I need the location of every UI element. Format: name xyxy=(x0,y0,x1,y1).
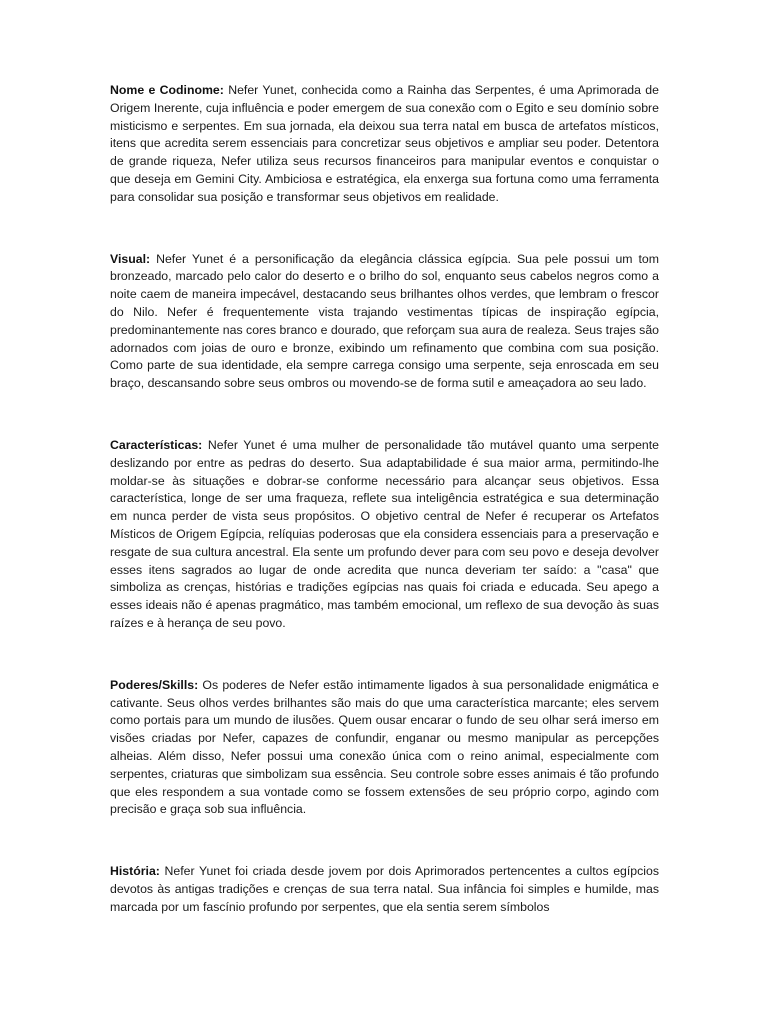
section-text: Nefer Yunet é uma mulher de personalidade tão mutável quanto uma serpente deslizando por entre as pedras do deserto. Sua adaptabilidade é sua maior arma, permitindo-lhe moldar-se às situações e dobrar-se conforme necessário para alcançar seus objetivos. Essa característica, longe de ser uma fraqueza, reflete sua inteligência estratégica e sua determinação em nunca perder de vista seus propósitos. O objetivo central de Nefer é recuperar os Artefatos Místicos de Origem Egípcia, relíquias poderosas que ela considera essenciais para a preservação e resgate de sua cultura ancestral. Ela sente um profundo dever para com seu povo e deseja devolver esses itens sagrados ao lugar de onde acredita que nunca deveriam ter saído: a "casa" que simboliza as crenças, histórias e tradições egípcias nas quais foi criada e educada. Seu apego a esses ideais não é apenas pragmático, mas também emocional, um reflexo de sua devoção às suas raízes e à herança de seu povo. xyxy=(110,437,659,630)
paragraph xyxy=(110,251,659,393)
section-text: Os poderes de Nefer estão intimamente ligados à sua personalidade enigmática e cativante. Seus olhos verdes brilhantes são mais do que uma característica marcante; eles servem como portais para um mundo de ilusões. Quem ousar encarar o fundo de seu olhar será imerso em visões criadas por Nefer, capazes de confundir, enganar ou mesmo manipular as percepções alheias. Além disso, Nefer possui uma conexão única com o reino animal, especialmente com serpentes, criaturas que simbolizam sua essência. Seu controle sobre esses animais é tão profundo que eles respondem a sua vontade como se fossem extensões de seu próprio corpo, agindo com precisão e graça sob sua influência. xyxy=(110,677,659,817)
paragraph xyxy=(110,437,659,633)
section-label: Visual: xyxy=(110,251,151,266)
section-label: História: xyxy=(110,864,160,879)
section-text: Nefer Yunet é a personificação da elegância clássica egípcia. Sua pele possui um tom bronzeado, marcado pelo calor do deserto e o brilho do sol, enquanto seus cabelos negros como a noite caem de maneira impecável, destacando seus brilhantes olhos verdes, que lembram o frescor do Nilo. Nefer é frequentemente vista trajando vestimentas típicas de inspiração egípcia, predominantemente nas cores branco e dourado, que reforçam sua aura de realeza. Seus trajes são adornados com joias de ouro e bronze, exibindo um refinamento que combina com sua posição. Como parte de sua identidade, ela sempre carrega consigo uma serpente, seja enroscada em seu braço, descansando sobre seus ombros ou movendo-se de forma sutil e ameaçadora ao seu lado. xyxy=(110,251,659,391)
paragraph xyxy=(110,863,659,916)
section-label: Poderes/Skills: xyxy=(110,677,199,692)
section-visual xyxy=(110,251,659,393)
section-nome-codinome xyxy=(110,82,659,207)
section-label: Nome e Codinome: xyxy=(110,83,224,97)
section-text: Nefer Yunet foi criada desde jovem por dois Aprimorados pertencentes a cultos egípcios devotos às antigas tradições e crenças de sua terra natal. Sua infância foi simples e humilde, mas marcada por um fascínio profundo por serpentes, que ela sentia serem símbolos xyxy=(110,864,660,914)
document-body xyxy=(110,82,659,962)
section-historia xyxy=(110,863,659,916)
paragraph xyxy=(110,82,659,207)
paragraph xyxy=(110,677,659,819)
section-label: Características: xyxy=(110,437,203,452)
section-caracteristicas xyxy=(110,437,659,633)
section-text: Nefer Yunet, conhecida como a Rainha das Serpentes, é uma Aprimorada de Origem Inerente, cuja influência e poder emergem de sua conexão com o Egito e seu domínio sobre misticismo e serpentes. Em sua jornada, ela deixou sua terra natal em busca de artefatos místicos, itens que acredita serem essenciais para concretizar seus objetivos e ampliar seu poder. Detentora de grande riqueza, Nefer utiliza seus recursos financeiros para manipular eventos e conquistar o que deseja em Gemini City. Ambiciosa e estratégica, ela enxerga sua fortuna como uma ferramenta para consolidar sua posição e transformar seus objetivos em realidade. xyxy=(110,83,659,204)
section-poderes-skills xyxy=(110,677,659,819)
